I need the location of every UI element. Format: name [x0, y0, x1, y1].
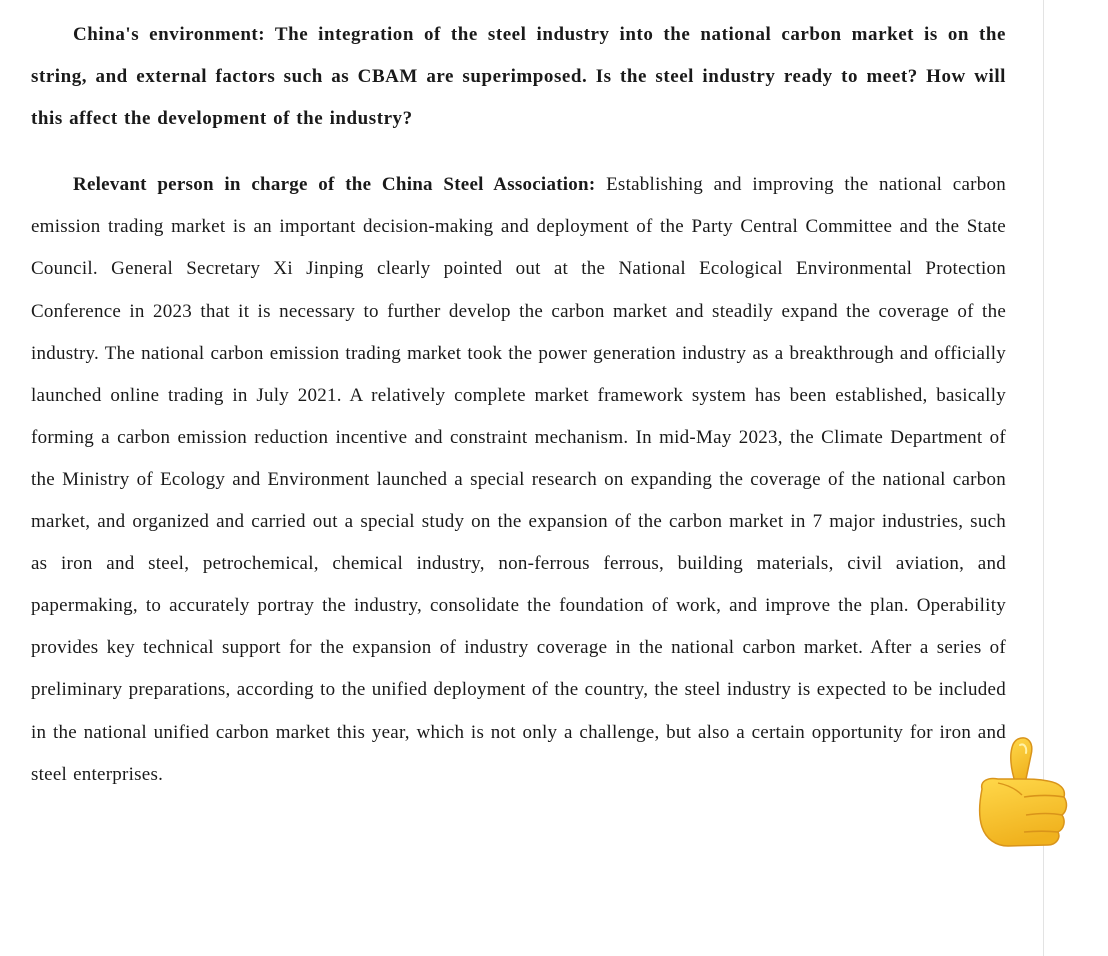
question-paragraph: China's environment: The integration of the steel industry into the national carbon market is on the string, and external factors such as CBAM are superimposed. Is the steel industry ready to meet? How will this affect the development of the industry?: [31, 24, 1006, 130]
answer-text: Establishing and improving the national carbon emission trading market is an important decision-making and deployment of the Party Central Committee and the State Council. General Secretary Xi Jinping clearly pointed out at the National Ecological Environmental Protection Conference in 2023 that it is necessary to further develop the carbon market and steadily expand the coverage of the industry. The national carbon emission trading market took the power generation industry as a breakthrough and officially launched online trading in July 2021. A relatively complete market framework system has been established, basically forming a carbon emission reduction incentive and constraint mechanism. In mid-May 2023, the Climate Department of the Ministry of Ecology and Environment launched a special research on expanding the coverage of the national carbon market, and organized and carried out a special study on the expansion of the carbon market in 7 major industries, such as iron and steel, petrochemical, chemical industry, non-ferrous ferrous, building materials, civil aviation, and papermaking, to accurately portray the industry, consolidate the foundation of work, and improve the plan. Operability provides key technical support for the expansion of industry coverage in the national carbon market. After a series of preliminary preparations, according to the unified deployment of the country, the steel industry is expected to be included in the national unified carbon market this year, which is not only a challenge, but also a certain opportunity for iron and steel enterprises.: [31, 174, 1006, 785]
answer-paragraph: [31, 164, 1006, 795]
thumbs-up-icon: [968, 733, 1076, 851]
document-body: [31, 14, 1006, 796]
answer-speaker: Relevant person in charge of the China Steel Association:: [73, 174, 596, 196]
